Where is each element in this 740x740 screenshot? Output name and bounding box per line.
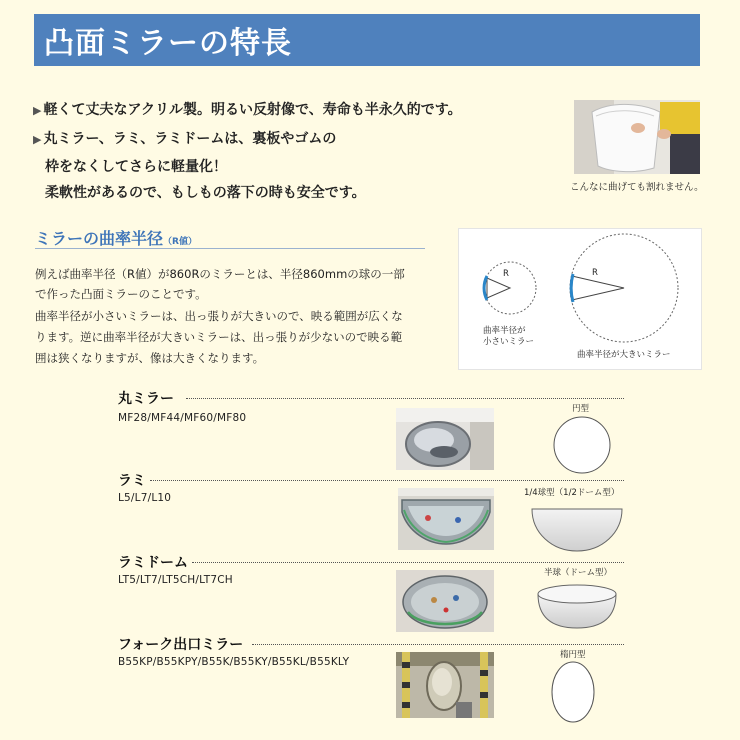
feature-line-2 xyxy=(33,128,336,148)
dotted-leader xyxy=(150,480,624,481)
feature-text-2: 丸ミラー、ラミ、ラミドームは、裏板やゴムの xyxy=(43,131,337,147)
shape-label-lami: 1/4球型（1/2ドーム型） xyxy=(524,488,620,498)
product-name-lami: ラミ xyxy=(118,473,146,489)
shape-label-fork-exit: 楕円型 xyxy=(560,650,586,660)
small-r-label: R xyxy=(503,269,509,279)
product-name-lami-dome: ラミドーム xyxy=(118,555,188,571)
lami-mirror-photo xyxy=(398,488,494,550)
product-name-round: 丸ミラー xyxy=(118,391,174,407)
feature-text-3: 枠をなくしてさらに軽量化！ xyxy=(45,159,227,175)
small-radius-wedge xyxy=(487,278,510,298)
small-mirror-caption-2: 小さいミラー xyxy=(483,337,535,347)
quarter-sphere-shape-icon xyxy=(530,503,624,553)
product-name-fork-exit: フォーク出口ミラー xyxy=(118,637,244,653)
feature-line-1 xyxy=(33,99,462,119)
explanation-line-3: 曲率半径が小さいミラーは、出っ張りが大きいので、映る範囲が広くな xyxy=(35,309,403,323)
shape-label-lami-dome: 半球（ドーム型） xyxy=(544,568,613,578)
product-models-fork-exit: B55KP/B55KPY/B55K/B55KY/B55KL/B55KLY xyxy=(118,656,350,668)
dotted-leader xyxy=(192,562,624,563)
feature-text-4: 柔軟性があるので、もしもの落下の時も安全です。 xyxy=(45,185,366,201)
feature-text-1: 軽くて丈夫なアクリル製。明るい反射像で、寿命も半永久的です。 xyxy=(43,102,462,118)
hemisphere-shape-icon xyxy=(536,582,618,630)
large-radius-wedge xyxy=(572,276,624,300)
large-mirror-caption: 曲率半径が大きいミラー xyxy=(577,350,671,360)
product-models-lami: L5/L7/L10 xyxy=(118,492,172,504)
small-mirror-caption-1: 曲率半径が xyxy=(483,326,526,336)
dotted-leader xyxy=(252,644,624,645)
explanation-line-1: 例えば曲率半径（R値）が860Rのミラーとは、半径860mmの球の一部 xyxy=(35,267,405,281)
bullet-arrow-icon: ▶ xyxy=(33,133,42,146)
page-title: 凸面ミラーの特長 xyxy=(44,26,292,61)
fork-exit-mirror-photo xyxy=(396,652,494,718)
curvature-diagram xyxy=(458,228,702,370)
section-heading xyxy=(35,226,197,249)
bending-caption: こんなに曲げても割れません。 xyxy=(570,182,704,193)
explanation-line-2: で作った凸面ミラーのことです。 xyxy=(35,287,207,301)
product-models-lami-dome: LT5/LT7/LT5CH/LT7CH xyxy=(118,574,233,586)
dotted-leader xyxy=(186,398,624,399)
product-models-round: MF28/MF44/MF60/MF80 xyxy=(118,412,247,424)
section-heading-text: ミラーの曲率半径 xyxy=(35,229,164,248)
shape-label-round: 円型 xyxy=(572,404,590,414)
section-divider xyxy=(35,248,425,249)
explanation-line-4: ります。逆に曲率半径が大きいミラーは、出っ張りが少ないので映る範 xyxy=(35,330,403,344)
round-shape-icon xyxy=(552,415,612,475)
explanation-line-5: 囲は狭くなりますが、像は大きくなります。 xyxy=(35,351,265,365)
oval-shape-icon xyxy=(550,660,596,724)
section-heading-small: （R値） xyxy=(163,237,197,247)
round-mirror-photo xyxy=(396,408,494,470)
large-r-label: R xyxy=(592,268,598,278)
lami-dome-mirror-photo xyxy=(396,570,494,632)
bullet-arrow-icon: ▶ xyxy=(33,104,42,117)
bending-mirror-photo xyxy=(574,100,700,174)
